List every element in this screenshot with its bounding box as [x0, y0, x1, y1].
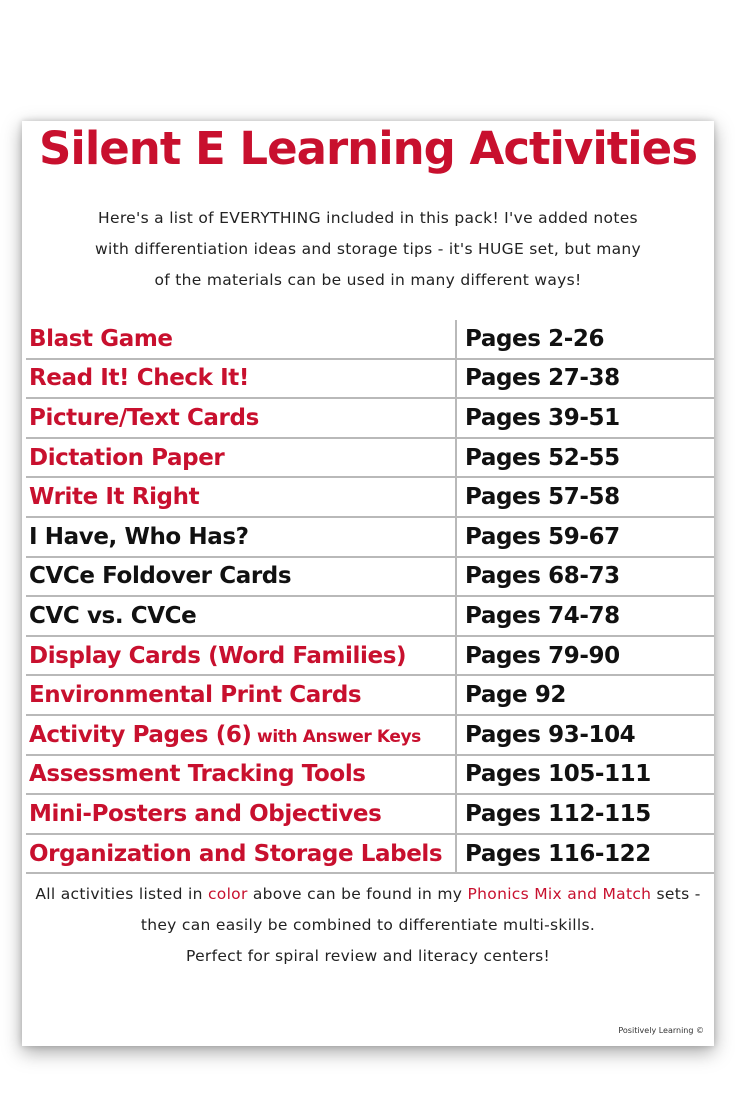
activity-name: Write It Right — [26, 477, 456, 517]
activity-name-suffix: with Answer Keys — [251, 726, 421, 747]
activity-pages: Page 92 — [456, 675, 714, 715]
activity-name: CVCe Foldover Cards — [26, 557, 456, 597]
table-row — [26, 675, 714, 715]
activity-name: Organization and Storage Labels — [26, 834, 456, 874]
footer-text: All activities listed in — [35, 885, 208, 903]
table-row — [26, 517, 714, 557]
activity-name: Read It! Check It! — [26, 359, 456, 399]
table-row — [26, 438, 714, 478]
activity-pages: Pages 68-73 — [456, 557, 714, 597]
table-row — [26, 359, 714, 399]
activities-table — [26, 320, 714, 874]
document-page — [22, 121, 714, 1046]
footer-text: sets - they can easily be combined to differentiate multi-skills. — [140, 885, 701, 934]
table-row — [26, 557, 714, 597]
activity-name: Display Cards (Word Families) — [26, 636, 456, 676]
activity-pages: Pages 52-55 — [456, 438, 714, 478]
activity-pages: Pages 74-78 — [456, 596, 714, 636]
table-row — [26, 477, 714, 517]
activity-pages: Pages 116-122 — [456, 834, 714, 874]
intro-line: with differentiation ideas and storage tips - it's HUGE set, but many — [94, 240, 641, 258]
activity-name-cell — [26, 715, 456, 755]
activity-pages: Pages 59-67 — [456, 517, 714, 557]
intro-line: Here's a list of EVERYTHING included in this pack! I've added notes — [98, 209, 638, 227]
credit-text: Positively Learning © — [618, 1026, 704, 1035]
footer-color-word: color — [207, 885, 248, 903]
activity-pages: Pages 27-38 — [456, 359, 714, 399]
page-title: Silent E Learning Activities — [39, 122, 697, 175]
activity-pages: Pages 93-104 — [456, 715, 714, 755]
activity-name: Blast Game — [26, 320, 456, 359]
activity-pages: Pages 39-51 — [456, 398, 714, 438]
activity-name: Mini-Posters and Objectives — [26, 794, 456, 834]
footer-last-line: Perfect for spiral review and literacy centers! — [185, 947, 551, 965]
activity-pages: Pages 105-111 — [456, 755, 714, 795]
table-row — [26, 715, 714, 755]
table-row — [26, 636, 714, 676]
activity-pages: Pages 79-90 — [456, 636, 714, 676]
table-row — [26, 834, 714, 874]
activity-name: Activity Pages (6) — [29, 721, 252, 748]
intro-line: of the materials can be used in many different ways! — [154, 271, 582, 289]
footer-text: above can be found in my — [247, 885, 468, 903]
activity-name: Environmental Print Cards — [26, 675, 456, 715]
activity-name: I Have, Who Has? — [26, 517, 456, 557]
activity-pages: Pages 2-26 — [456, 320, 714, 359]
table-row — [26, 755, 714, 795]
activity-name: CVC vs. CVCe — [26, 596, 456, 636]
table-row — [26, 320, 714, 359]
activity-name: Assessment Tracking Tools — [26, 755, 456, 795]
activity-name: Picture/Text Cards — [26, 398, 456, 438]
table-row — [26, 596, 714, 636]
table-row — [26, 794, 714, 834]
phonics-mix-and-match-link[interactable]: Phonics Mix and Match — [467, 885, 652, 903]
activity-pages: Pages 112-115 — [456, 794, 714, 834]
activity-pages: Pages 57-58 — [456, 477, 714, 517]
intro-text — [30, 203, 706, 296]
activity-name: Dictation Paper — [26, 438, 456, 478]
footer-note — [28, 879, 708, 972]
table-row — [26, 398, 714, 438]
